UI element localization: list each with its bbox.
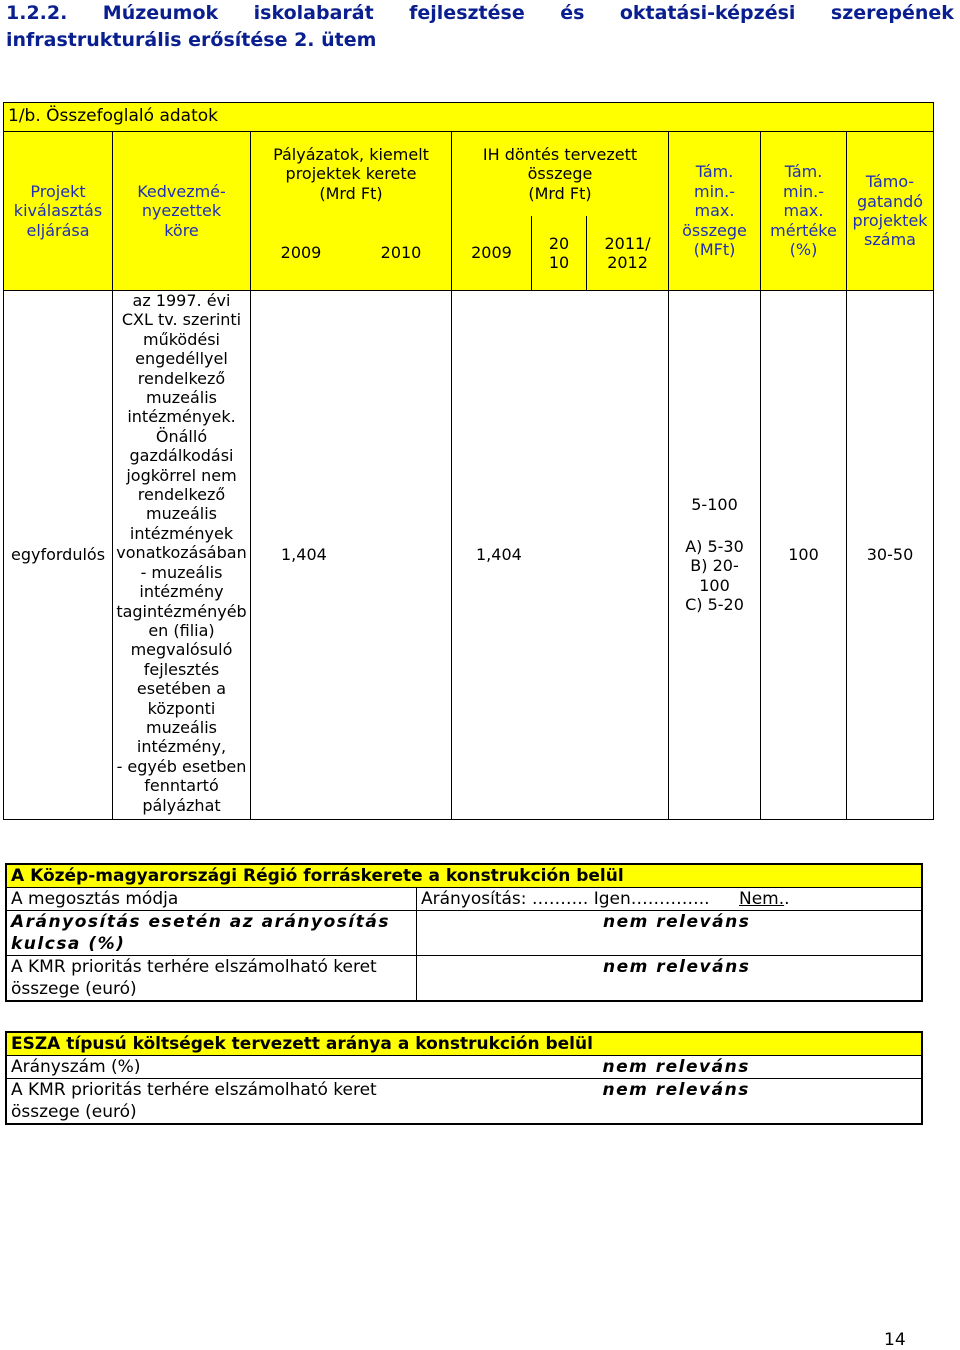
heading-word: Múzeumok (102, 2, 219, 24)
ih-year-2010: 20 10 (531, 216, 587, 290)
summary-title: 1/b. Összefoglaló adatok (4, 103, 934, 132)
kmr-table (5, 863, 923, 1002)
esza-keret-label: A KMR prioritás terhére elszámolható keret összege (euró) (7, 1079, 417, 1124)
page-number: 14 (884, 1330, 906, 1350)
kmr-aranyositas-value: nem releváns (417, 911, 922, 956)
esza-aranyszam-value: nem releváns (417, 1056, 922, 1079)
heading-line2: infrastrukturális erősítése 2. ütem (6, 29, 377, 51)
esza-keret-value: nem releváns (417, 1079, 922, 1124)
header-projekt: Projekt kiválasztás eljárása (4, 132, 113, 291)
kmr-megosztas-label: A megosztás módja (7, 888, 417, 911)
esza-title: ESZA típusú költségek tervezett aránya a konstrukción belül (7, 1033, 922, 1056)
esza-table (5, 1031, 923, 1125)
year-2009: 2009 (280, 243, 322, 263)
heading-word: oktatási-képzési (619, 2, 796, 24)
cell-ih-value: 1,404 (452, 291, 669, 820)
heading-word: iskolabarát (253, 2, 374, 24)
heading-number: 1.2.2. (6, 2, 68, 24)
cell-tam-merteke: 100 (761, 291, 847, 820)
header-kedvezmenyezettek: Kedvezmé- nyezettek köre (113, 132, 251, 291)
cell-palyazat-value: 1,404 (251, 291, 452, 820)
cell-tamogatando: 30-50 (847, 291, 934, 820)
heading-word: szerepének (830, 2, 954, 24)
header-tamogatando: Támo- gatandó projektek száma (847, 132, 934, 291)
cell-tam-osszege: 5-100 A) 5-30 B) 20- 100 C) 5-20 (669, 291, 761, 820)
kmr-aranyositas-label: Arányosítás esetén az arányosítás kulcsa (%) (7, 911, 417, 956)
summary-table (3, 102, 933, 816)
header-tam-merteke: Tám. min.- max. mértéke (%) (761, 132, 847, 291)
cell-eljaras: egyfordulós (4, 291, 113, 820)
header-ih-dontes: IH döntés tervezett összege (Mrd Ft) 2009 20 10 2011/ 2012 (452, 132, 669, 291)
header-palyazatok: Pályázatok, kiemelt projektek kerete (Mrd Ft) 2009 2010 (251, 132, 452, 291)
kmr-keret-label: A KMR prioritás terhére elszámolható keret összege (euró) (7, 956, 417, 1001)
esza-aranyszam-label: Arányszám (%) (7, 1056, 417, 1079)
cell-kedvezmenyezettek: az 1997. évi CXL tv. szerinti működési engedéllyel rendelkező muzeális intézmények. Önálló gazdálkodási jogkörrel nem rendelkező muzeális intézmények vonatkozásában - muzeális intézmény tagintézményéb en (filia) megvalósuló fejlesztés esetében a központi muzeális intézmény, - egyéb esetben fenntartó pályázhat (113, 291, 251, 820)
header-tam-osszege: Tám. min.- max. összege (MFt) (669, 132, 761, 291)
ih-year-2009: 2009 (471, 243, 512, 263)
heading-word: és (560, 2, 585, 24)
kmr-megosztas-value: Arányosítás: ………. Igen………….. Nem.. (417, 888, 922, 911)
section-heading (6, 0, 954, 54)
kmr-title: A Közép-magyarországi Régió forráskerete a konstrukción belül (7, 865, 922, 888)
ih-year-2011-2012: 2011/ 2012 (604, 233, 651, 272)
kmr-keret-value: nem releváns (417, 956, 922, 1001)
year-2010: 2010 (380, 243, 422, 263)
heading-word: fejlesztése (409, 2, 525, 24)
